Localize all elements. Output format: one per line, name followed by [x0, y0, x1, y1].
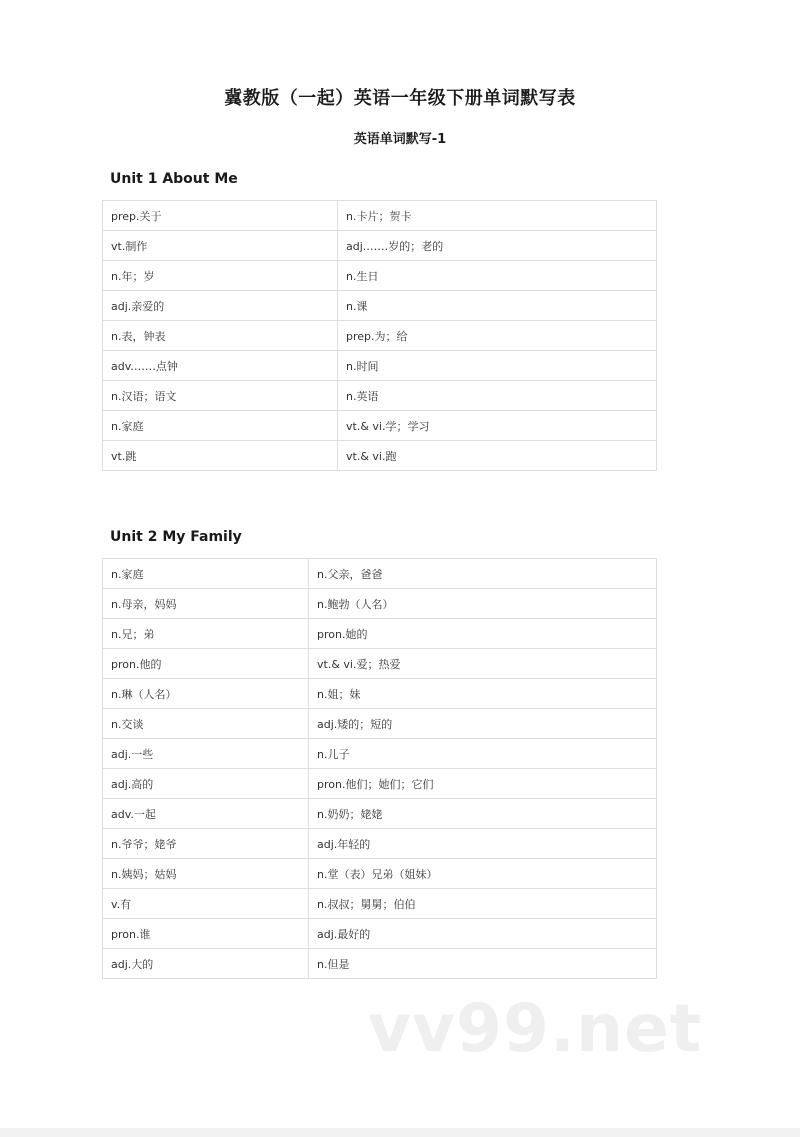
vocab-cell-left: n.家庭	[103, 411, 338, 441]
vocab-cell-right: n.卡片；贺卡	[338, 201, 657, 231]
vocab-cell-left: n.兄；弟	[103, 619, 309, 649]
unit-1-heading: Unit 1 About Me	[110, 171, 238, 187]
vocab-cell-left: adj.亲爱的	[103, 291, 338, 321]
table-row	[103, 261, 657, 291]
vocab-cell-right: vt.& vi.学；学习	[338, 411, 657, 441]
table-row	[103, 619, 657, 649]
table-row	[103, 859, 657, 889]
table-row	[103, 441, 657, 471]
vocab-cell-left: pron.他的	[103, 649, 309, 679]
vocab-cell-left: n.爷爷；姥爷	[103, 829, 309, 859]
unit-1-vocab-table	[102, 200, 657, 471]
vocab-cell-left: adj.一些	[103, 739, 309, 769]
vocab-cell-right: n.父亲，爸爸	[309, 559, 657, 589]
vocab-cell-left: adj.大的	[103, 949, 309, 979]
vocab-cell-left: adv.一起	[103, 799, 309, 829]
unit-2-vocab-table	[102, 558, 657, 979]
vocab-cell-left: v.有	[103, 889, 309, 919]
table-row	[103, 919, 657, 949]
vocab-cell-left: n.母亲，妈妈	[103, 589, 309, 619]
vocab-cell-left: adj.高的	[103, 769, 309, 799]
table-row	[103, 231, 657, 261]
vocab-cell-left: vt.制作	[103, 231, 338, 261]
table-row	[103, 949, 657, 979]
vocab-cell-left: adv.……点钟	[103, 351, 338, 381]
table-row	[103, 381, 657, 411]
vocab-cell-right: n.奶奶；姥姥	[309, 799, 657, 829]
table-row	[103, 201, 657, 231]
table-row	[103, 679, 657, 709]
table-row	[103, 889, 657, 919]
vocab-cell-right: adj.矮的；短的	[309, 709, 657, 739]
vocab-cell-right: n.姐；妹	[309, 679, 657, 709]
vocab-cell-left: vt.跳	[103, 441, 338, 471]
vocab-cell-right: pron.她的	[309, 619, 657, 649]
table-row	[103, 709, 657, 739]
vocab-cell-right: n.生日	[338, 261, 657, 291]
vocab-cell-right: pron.他们；她们；它们	[309, 769, 657, 799]
vocab-cell-right: n.但是	[309, 949, 657, 979]
table-row	[103, 799, 657, 829]
vocab-cell-right: adj.……岁的；老的	[338, 231, 657, 261]
vocab-cell-left: n.家庭	[103, 559, 309, 589]
table-row	[103, 829, 657, 859]
vocab-cell-right: prep.为；给	[338, 321, 657, 351]
vocab-cell-right: n.鲍勃（人名）	[309, 589, 657, 619]
vocab-cell-right: vt.& vi.爱；热爱	[309, 649, 657, 679]
vocab-cell-left: n.姨妈；姑妈	[103, 859, 309, 889]
table-row	[103, 649, 657, 679]
watermark: vv99.net	[368, 990, 703, 1067]
vocab-cell-left: n.琳（人名）	[103, 679, 309, 709]
vocab-cell-left: n.年；岁	[103, 261, 338, 291]
table-row	[103, 321, 657, 351]
table-row	[103, 589, 657, 619]
table-row	[103, 351, 657, 381]
vocab-cell-right: n.时间	[338, 351, 657, 381]
vocab-cell-right: n.叔叔；舅舅；伯伯	[309, 889, 657, 919]
vocab-cell-right: adj.年轻的	[309, 829, 657, 859]
vocab-cell-right: adj.最好的	[309, 919, 657, 949]
document-subtitle: 英语单词默写-1	[353, 132, 447, 147]
table-row	[103, 559, 657, 589]
vocab-cell-right: n.堂（表）兄弟（姐妹）	[309, 859, 657, 889]
table-row	[103, 769, 657, 799]
vocab-cell-left: n.汉语；语文	[103, 381, 338, 411]
vocab-cell-left: n.表，钟表	[103, 321, 338, 351]
vocab-cell-right: n.英语	[338, 381, 657, 411]
vocab-cell-left: pron.谁	[103, 919, 309, 949]
unit-2-heading: Unit 2 My Family	[110, 529, 242, 545]
table-row	[103, 739, 657, 769]
vocab-cell-left: n.交谈	[103, 709, 309, 739]
table-row	[103, 411, 657, 441]
vocab-cell-right: n.课	[338, 291, 657, 321]
document-title: 冀教版（一起）英语一年级下册单词默写表	[224, 88, 576, 109]
vocab-cell-left: prep.关于	[103, 201, 338, 231]
table-row	[103, 291, 657, 321]
vocab-cell-right: n.儿子	[309, 739, 657, 769]
vocab-cell-right: vt.& vi.跑	[338, 441, 657, 471]
